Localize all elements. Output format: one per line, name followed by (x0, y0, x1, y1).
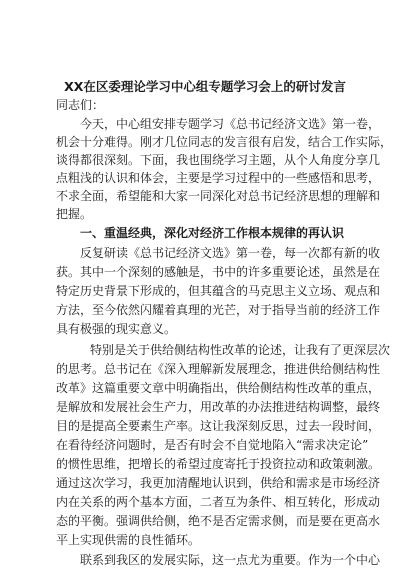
paragraph-line: 是解放和发展社会生产力，用改革的办法推进结构调整，最终 (56, 400, 381, 414)
paragraph-line: 联系到我区的发展实际，这一点尤为重要。作为一个中心 (80, 553, 381, 567)
paragraph-line: 谈得都很深刻。下面，我也围绕学习主题，从个人角度分享几 (56, 153, 381, 167)
paragraph-line: 方法，至今依然闪耀着真理的光芒，对于指导当前的经济工作 (56, 303, 381, 317)
paragraph-line: 在看待经济问题时，是否有时会不自觉地陷入“需求决定论” (56, 438, 369, 452)
paragraph-line: 点粗浅的认识和体会，主要是学习过程中的一些感悟和思考， (56, 171, 381, 185)
paragraph-line: 反复研读《总书记经济文选》第一卷，每一次都有新的收 (80, 246, 381, 260)
paragraph-line: 平上实现供需的良性循环。 (56, 533, 201, 547)
paragraph-line: 把握。 (56, 207, 93, 221)
paragraph-line: 目的是提高全要素生产率。这让我深刻反思，过去一段时间， (56, 419, 381, 433)
paragraph-line: 改革》这篇重要文章中明确指出，供给侧结构性改革的重点， (56, 381, 381, 395)
paragraph-line: 的惯性思维，把增长的希望过度寄托于投资拉动和政策刺激。 (56, 457, 381, 471)
paragraph-line: 特定历史背景下形成的，但其蕴含的马克思主义立场、观点和 (56, 284, 381, 298)
paragraph-line: 特别是关于供给侧结构性改革的论述，让我有了更深层次 (90, 343, 391, 357)
paragraph-line: 今天，中心组安排专题学习《总书记经济文选》第一卷， (80, 117, 381, 131)
paragraph-line: 不求全面，希望能和大家一同深化对总书记经济思想的理解和 (56, 189, 381, 203)
paragraph-line: 的思考。总书记在《深入理解新发展理念，推进供给侧结构性 (56, 362, 381, 376)
document-title: XX在区委理论学习中心组专题学习会上的研讨发言 (64, 79, 346, 94)
section-heading: 一、重温经典，深化对经济工作根本规律的再认识 (80, 226, 345, 240)
paragraph-line: 获。其中一个深刻的感触是，书中的许多重要论述，虽然是在 (56, 265, 381, 279)
paragraph-line: 机会十分难得。刚才几位同志的发言很有启发，结合工作实际， (56, 135, 393, 149)
paragraph-line: 态的平衡。强调供给侧，绝不是否定需求侧，而是要在更高水 (56, 514, 381, 528)
paragraph-line: 通过这次学习，我更加清醒地认识到，供给和需求是市场经济 (56, 476, 381, 490)
salutation: 同志们： (56, 98, 105, 112)
paragraph-line: 具有极强的现实意义。 (56, 322, 177, 336)
paragraph-line: 内在关系的两个基本方面，二者互为条件、相互转化，形成动 (56, 495, 381, 509)
